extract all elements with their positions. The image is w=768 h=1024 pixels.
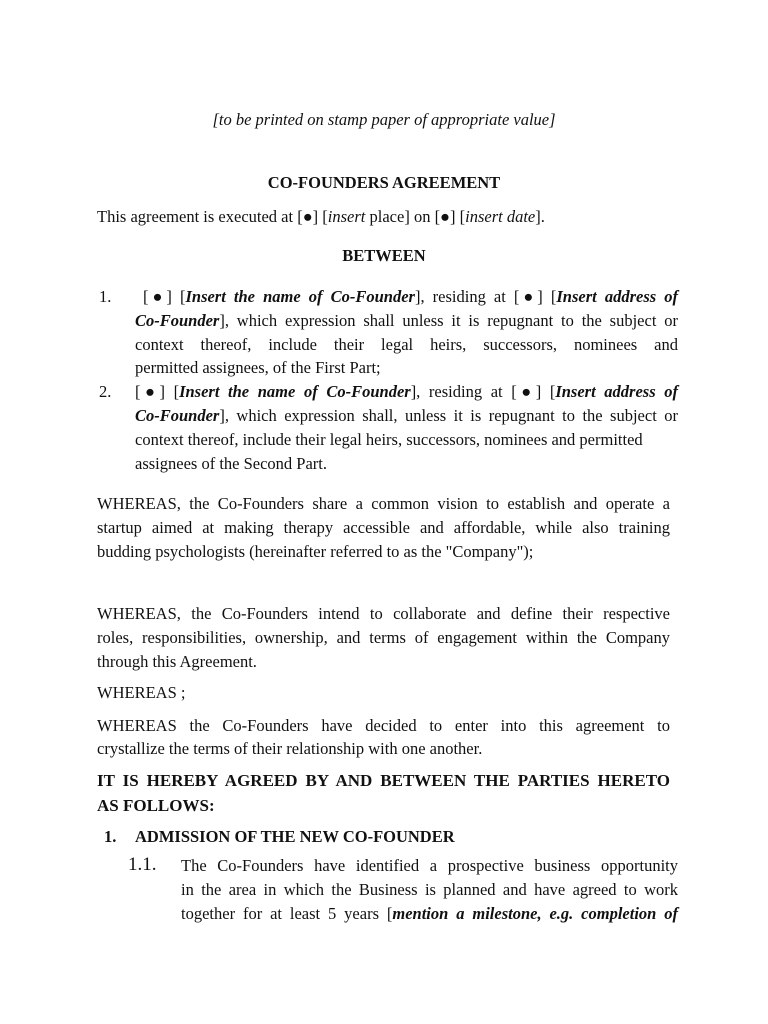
section-1-title: ADMISSION OF THE NEW CO-FOUNDER bbox=[135, 827, 455, 846]
party-1-residing: ], residing at [●] [ bbox=[414, 287, 557, 306]
executed-insert-date: insert date bbox=[465, 207, 536, 226]
party-1-line-4: permitted assignees, of the First Part; bbox=[135, 358, 381, 377]
executed-line bbox=[97, 207, 545, 227]
clause-1-1-together: together for at least 5 years [ bbox=[181, 904, 393, 923]
party-2-name-placeholder: Insert the name of Co-Founder bbox=[179, 382, 411, 401]
executed-mid: place] on [●] [ bbox=[365, 207, 466, 226]
whereas-2-line-1: WHEREAS, the Co-Founders intend to collaborate and define their respective bbox=[97, 604, 670, 623]
party-1-line-2 bbox=[135, 311, 678, 331]
clause-1-1-line-3 bbox=[181, 904, 678, 924]
whereas-2-line-3: through this Agreement. bbox=[97, 652, 257, 671]
agreed-line-2: AS FOLLOWS: bbox=[97, 796, 215, 815]
whereas-4-line-1: WHEREAS the Co-Founders have decided to enter into this agreement to bbox=[97, 716, 670, 735]
party-2-number: 2. bbox=[99, 382, 112, 401]
whereas-1-line-1: WHEREAS, the Co-Founders share a common vision to establish and operate a bbox=[97, 494, 670, 513]
clause-1-1-milestone-placeholder: mention a milestone, e.g. completion of bbox=[392, 904, 678, 923]
section-1-number: 1. bbox=[104, 827, 117, 846]
party-1-bracket: [●] [ bbox=[143, 287, 186, 306]
between-heading: BETWEEN bbox=[342, 246, 426, 265]
party-2-line-1 bbox=[135, 382, 678, 402]
executed-insert-place: insert bbox=[327, 207, 366, 226]
whereas-4-line-2: crystallize the terms of their relationship with one another. bbox=[97, 739, 483, 758]
party-2-line-3: context thereof, include their legal heirs, successors, nominees and permitted bbox=[135, 430, 643, 449]
executed-post: ]. bbox=[535, 207, 545, 226]
party-1-line-3: context thereof, include their legal heirs, successors, nominees and bbox=[135, 335, 678, 354]
whereas-2-line-2: roles, responsibilities, ownership, and terms of engagement within the Company bbox=[97, 628, 670, 647]
whereas-3: WHEREAS ; bbox=[97, 683, 186, 702]
party-1-expression: ], which expression shall unless it is repugnant to the subject or bbox=[219, 311, 678, 330]
agreed-line-1: IT IS HEREBY AGREED BY AND BETWEEN THE PARTIES HERETO bbox=[97, 771, 670, 790]
party-2-cofounder-placeholder: Co-Founder bbox=[135, 406, 220, 425]
party-1-name-placeholder: Insert the name of Co-Founder bbox=[185, 287, 415, 306]
party-1-cofounder-placeholder: Co-Founder bbox=[135, 311, 220, 330]
party-2-bracket: [●] [ bbox=[135, 382, 180, 401]
whereas-1-line-3: budding psychologists (hereinafter referred to as the "Company"); bbox=[97, 542, 534, 561]
executed-pre: This agreement is executed at [●] [ bbox=[97, 207, 328, 226]
party-1-number: 1. bbox=[99, 287, 112, 306]
party-2-residing: ], residing at [●] [ bbox=[410, 382, 556, 401]
clause-1-1-line-2: in the area in which the Business is planned and have agreed to work bbox=[181, 880, 678, 899]
party-2-address-placeholder: Insert address of bbox=[555, 382, 678, 401]
party-1-address-placeholder: Insert address of bbox=[556, 287, 678, 306]
party-2-expression: ], which expression shall, unless it is repugnant to the subject or bbox=[219, 406, 678, 425]
clause-1-1-number: 1.1. bbox=[128, 854, 157, 875]
party-1-line-1 bbox=[143, 287, 678, 307]
party-2-line-4: assignees of the Second Part. bbox=[135, 454, 327, 473]
clause-1-1-line-1: The Co-Founders have identified a prospective business opportunity bbox=[181, 856, 678, 875]
whereas-1-line-2: startup aimed at making therapy accessible and affordable, while also training bbox=[97, 518, 670, 537]
stamp-paper-note: [to be printed on stamp paper of appropriate value] bbox=[212, 110, 556, 129]
party-2-line-2 bbox=[135, 406, 678, 426]
document-title: CO-FOUNDERS AGREEMENT bbox=[267, 173, 501, 192]
